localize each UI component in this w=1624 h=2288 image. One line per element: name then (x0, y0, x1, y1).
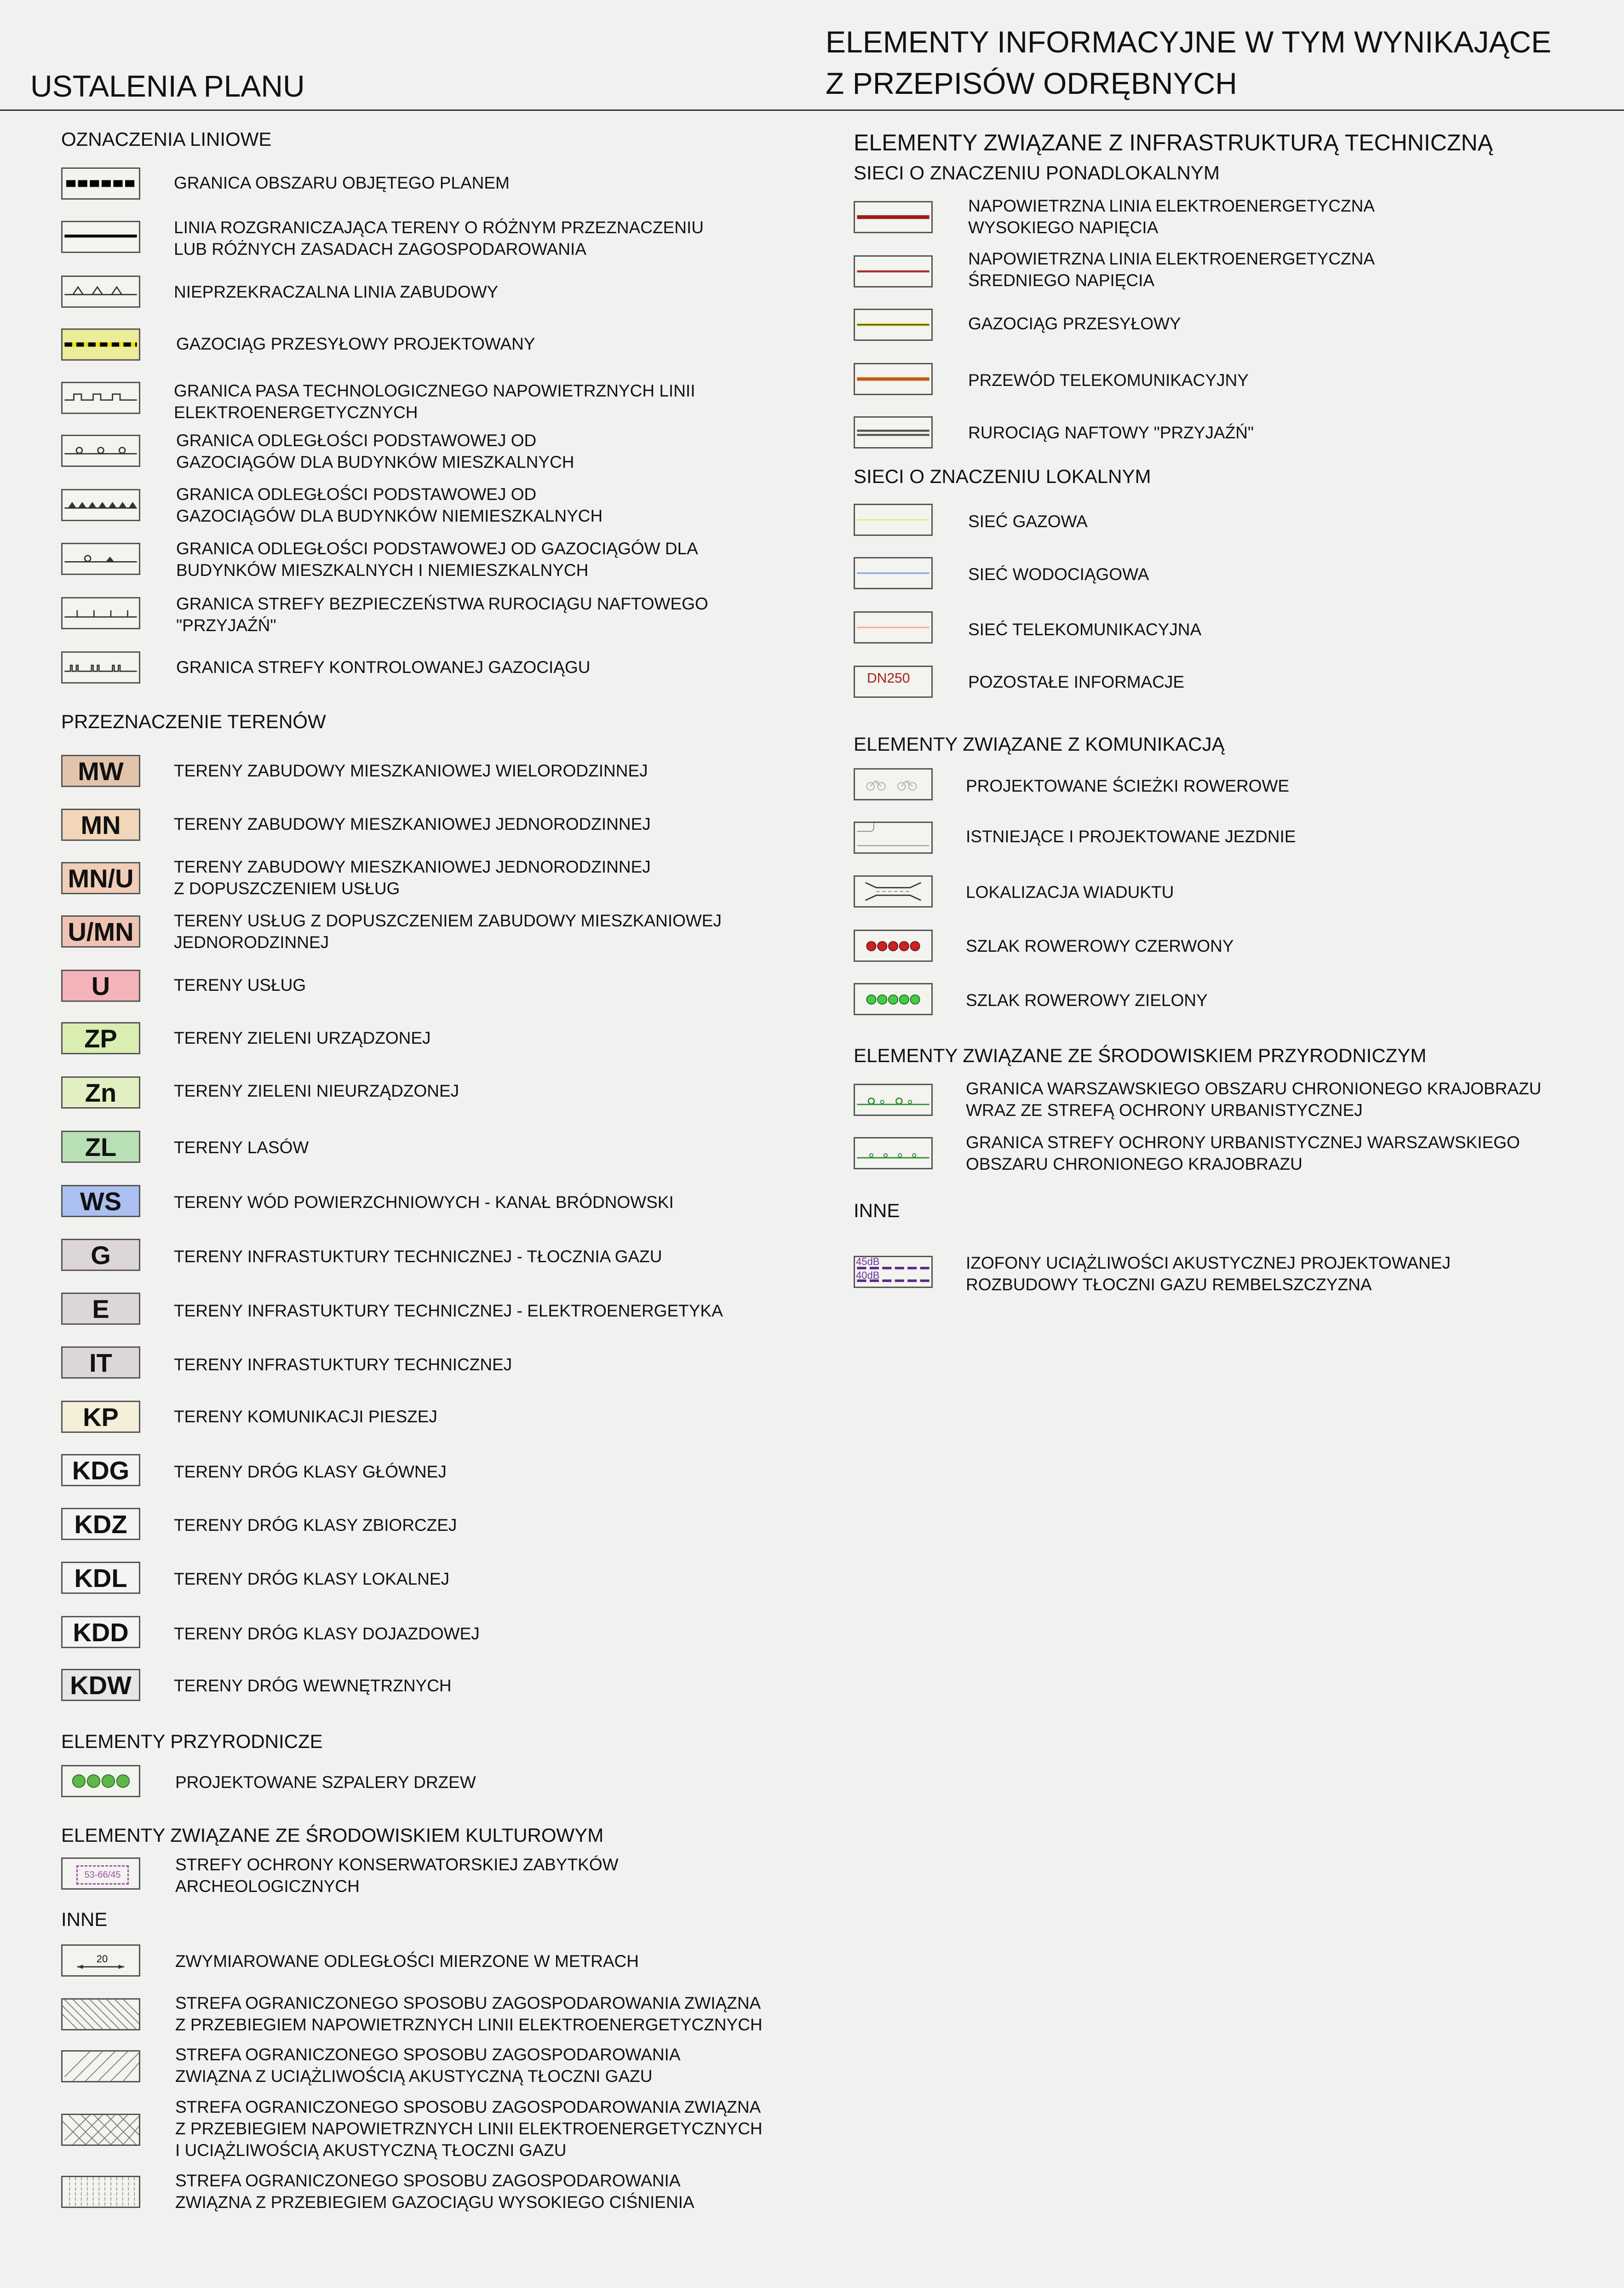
power-corridor-icon (61, 382, 140, 414)
archaeology-zone-icon (61, 1857, 140, 1890)
zone-code-kdl: KDL (61, 1562, 140, 1594)
zone-code-kdw: KDW (61, 1669, 140, 1701)
legend-text: PROJEKTOWANE ŚCIEŻKI ROWEROWE (966, 776, 1290, 795)
legend-text: GRANICA STREFY OCHRONY URBANISTYCZNEJ WARSZAWSKIEGO OBSZARU CHRONIONEGO KRAJOBRAZU (966, 1133, 1520, 1173)
legend-text: GRANICA ODLEGŁOŚCI PODSTAWOWEJ OD GAZOCIĄGÓW DLA BUDYNKÓW NIEMIESZKALNYCH (176, 485, 603, 525)
legend-text: GRANICA STREFY KONTROLOWANEJ GAZOCIĄGU (176, 658, 591, 677)
legend-text: TERENY USŁUG (174, 976, 306, 995)
telecom-network-icon (854, 611, 933, 644)
header-divider (0, 109, 1624, 111)
legend-text: TERENY ZIELENI NIEURZĄDZONEJ (174, 1081, 459, 1100)
legend-text: TERENY ZABUDOWY MIESZKANIOWEJ JEDNORODZINNEJ Z DOPUSZCZENIEM USŁUG (174, 857, 651, 898)
mv-power-line-icon (854, 255, 933, 287)
legend-text: TERENY INFRASTUKTURY TECHNICZNEJ - ELEKTROENERGETYKA (174, 1301, 723, 1320)
legend-text: NIEPRZEKRACZALNA LINIA ZABUDOWY (174, 282, 499, 301)
legend-text: SIEĆ TELEKOMUNIKACYJNA (968, 620, 1202, 639)
left-header: USTALENIA PLANU (30, 69, 305, 103)
legend-text: GRANICA STREFY BEZPIECZEŃSTWA RUROCIĄGU NAFTOWEGO "PRZYJAŹŃ" (176, 594, 708, 635)
legend-text: TERENY DRÓG KLASY ZBIORCZEJ (174, 1516, 457, 1535)
telecom-cable-icon (854, 363, 933, 395)
zone-code-ws: WS (61, 1185, 140, 1217)
hatch-noise-icon (61, 2050, 140, 2082)
legend-text: POZOSTAŁE INFORMACJE (968, 673, 1185, 691)
legend-text: GRANICA OBSZARU OBJĘTEGO PLANEM (174, 173, 510, 192)
legend-text: STREFA OGRANICZONEGO SPOSOBU ZAGOSPODAROWANIA ZWIĄZNA Z PRZEBIEGIEM NAPOWIETRZNYCH LINII ELEKTROENERGETYCZNYCH I UCIĄŻLIWOŚCIĄ AKUSTYCZNĄ TŁOCZNI GAZU (175, 2098, 763, 2160)
legend-text: TERENY KOMUNIKACJI PIESZEJ (174, 1407, 437, 1426)
legend-text: PRZEWÓD TELEKOMUNIKACYJNY (968, 371, 1249, 390)
env-section-title: ELEMENTY ZWIĄZANE ZE ŚRODOWISKIEM PRZYRODNICZYM (854, 1045, 1427, 1066)
supra-section-title: SIECI O ZNACZENIU PONADLOKALNYM (854, 162, 1220, 184)
hv-power-line-icon (854, 201, 933, 233)
zone-code-zn: Zn (61, 1076, 140, 1109)
gas-distance-nonresidential-icon (61, 489, 140, 521)
legend-text: GAZOCIĄG PRZESYŁOWY PROJEKTOWANY (176, 334, 535, 353)
protected-landscape-icon (854, 1084, 933, 1116)
legend-text: GRANICA WARSZAWSKIEGO OBSZARU CHRONIONEGO KRAJOBRAZU WRAZ ZE STREFĄ OCHRONY URBANISTYCZNEJ (966, 1079, 1542, 1120)
hatch-cross-icon (61, 2114, 140, 2146)
comm-section-title: ELEMENTY ZWIĄZANE Z KOMUNIKACJĄ (854, 733, 1225, 755)
legend-text: STREFY OCHRONY KONSERWATORSKIEJ ZABYTKÓW ARCHEOLOGICZNYCH (175, 1855, 619, 1896)
urban-protection-icon (854, 1137, 933, 1169)
legend-text: TERENY INFRASTUKTURY TECHNICZNEJ - TŁOCZNIA GAZU (174, 1247, 662, 1266)
legend-text: TERENY ZABUDOWY MIESZKANIOWEJ JEDNORODZINNEJ (174, 815, 651, 834)
local-section-title: SIECI O ZNACZENIU LOKALNYM (854, 466, 1151, 487)
other-right-section-title: INNE (854, 1200, 900, 1221)
legend-text: GAZOCIĄG PRZESYŁOWY (968, 314, 1181, 333)
bike-path-icon (854, 768, 933, 800)
zone-code-mn-u: MN/U (61, 862, 140, 894)
zone-code-e: E (61, 1293, 140, 1325)
zone-code-u: U (61, 970, 140, 1002)
viaduct-icon (854, 875, 933, 908)
zone-code-kdg: KDG (61, 1454, 140, 1486)
legend-text: NAPOWIETRZNA LINIA ELEKTROENERGETYCZNA WYSOKIEGO NAPIĘCIA (968, 196, 1375, 237)
zone-code-kp: KP (61, 1401, 140, 1433)
gas-controlled-zone-icon (61, 651, 140, 684)
legend-text: SZLAK ROWEROWY CZERWONY (966, 937, 1234, 955)
legend-text: STREFA OGRANICZONEGO SPOSOBU ZAGOSPODAROWANIA ZWIĄZNA Z PRZEBIEGIEM NAPOWIETRZNYCH LINII ELEKTROENERGETYCZNYCH (175, 1994, 763, 2034)
legend-text: TERENY ZABUDOWY MIESZKANIOWEJ WIELORODZINNEJ (174, 761, 648, 780)
legend-text: ISTNIEJĄCE I PROJEKTOWANE JEZDNIE (966, 827, 1296, 846)
legend-text: STREFA OGRANICZONEGO SPOSOBU ZAGOSPODAROWANIA ZWIĄZNA Z UCIĄŻLIWOŚCIĄ AKUSTYCZNĄ TŁOCZNI GAZU (175, 2045, 681, 2086)
legend-text: LOKALIZACJA WIADUKTU (966, 883, 1174, 902)
zone-code-u-mn: U/MN (61, 915, 140, 948)
legend-text: TERENY INFRASTUKTURY TECHNICZNEJ (174, 1355, 512, 1374)
archaeology-zone-label: 53-66/45 (76, 1865, 129, 1885)
other-info-label: DN250 (867, 671, 910, 686)
legend-text: PROJEKTOWANE SZPALERY DRZEW (175, 1773, 476, 1792)
legend-text: TERENY DRÓG KLASY DOJAZDOWEJ (174, 1624, 480, 1643)
legend-text: TERENY ZIELENI URZĄDZONEJ (174, 1029, 431, 1047)
dimension-icon (61, 1944, 140, 1977)
legend-text: ZWYMIAROWANE ODLEGŁOŚCI MIERZONE W METRACH (175, 1952, 639, 1971)
gas-transmission-icon (854, 309, 933, 341)
hatch-power-icon (61, 1998, 140, 2030)
other-left-section-title: INNE (61, 1909, 108, 1930)
legend-text: GRANICA ODLEGŁOŚCI PODSTAWOWEJ OD GAZOCIĄGÓW DLA BUDYNKÓW MIESZKALNYCH (176, 431, 574, 471)
roadway-icon (854, 822, 933, 854)
legend-text: TERENY DRÓG KLASY GŁÓWNEJ (174, 1462, 447, 1481)
legend-text: SZLAK ROWEROWY ZIELONY (966, 991, 1208, 1010)
red-bike-trail-icon (854, 930, 933, 962)
isophone-icon (854, 1256, 933, 1288)
legend-text: NAPOWIETRZNA LINIA ELEKTROENERGETYCZNA ŚREDNIEGO NAPIĘCIA (968, 249, 1375, 290)
isophone-label-45: 45dB (856, 1256, 880, 1267)
zone-code-g: G (61, 1239, 140, 1271)
other-info-icon (854, 666, 933, 698)
plan-boundary-icon (61, 167, 140, 200)
legend-text: TERENY DRÓG WEWNĘTRZNYCH (174, 1676, 452, 1695)
demarcation-line-icon (61, 221, 140, 253)
legend-text: STREFA OGRANICZONEGO SPOSOBU ZAGOSPODAROWANIA ZWIĄZNA Z PRZEBIEGIEM GAZOCIĄGU WYSOKIEGO CIŚNIENIA (175, 2171, 694, 2212)
zone-code-zl: ZL (61, 1131, 140, 1163)
legend-text: TERENY LASÓW (174, 1138, 309, 1157)
oil-pipeline-zone-icon (61, 597, 140, 629)
legend-text: SIEĆ GAZOWA (968, 512, 1088, 531)
gas-distance-residential-icon (61, 435, 140, 467)
right-header-line1: ELEMENTY INFORMACYJNE W TYM WYNIKAJĄCE (826, 25, 1552, 59)
green-bike-trail-icon (854, 983, 933, 1015)
legend-text: LINIA ROZGRANICZAJĄCA TERENY O RÓŻNYM PRZEZNACZENIU LUB RÓŻNYCH ZASADACH ZAGOSPODAROWANIA (174, 218, 704, 259)
land-use-section-title: PRZEZNACZENIE TERENÓW (61, 711, 326, 732)
legend-text: RUROCIĄG NAFTOWY "PRZYJAŹŃ" (968, 423, 1254, 442)
linear-section-title: OZNACZENIA LINIOWE (61, 128, 272, 150)
culture-section-title: ELEMENTY ZWIĄZANE ZE ŚRODOWISKIEM KULTUROWYM (61, 1824, 604, 1846)
isophone-label-40: 40dB (856, 1270, 880, 1281)
dimension-label: 20 (96, 1953, 108, 1965)
legend-text: TERENY USŁUG Z DOPUSZCZENIEM ZABUDOWY MIESZKANIOWEJ JEDNORODZINNEJ (174, 911, 722, 952)
legend-text: TERENY WÓD POWIERZCHNIOWYCH - KANAŁ BRÓDNOWSKI (174, 1193, 674, 1212)
building-line-icon (61, 276, 140, 308)
legend-text: GRANICA PASA TECHNOLOGICZNEGO NAPOWIETRZNYCH LINII ELEKTROENERGETYCZNYCH (174, 381, 695, 422)
legend-text: GRANICA ODLEGŁOŚCI PODSTAWOWEJ OD GAZOCIĄGÓW DLA BUDYNKÓW MIESZKALNYCH I NIEMIESZKALNYCH (176, 539, 698, 580)
legend-text: SIEĆ WODOCIĄGOWA (968, 565, 1149, 584)
legend-text: IZOFONY UCIĄŻLIWOŚCI AKUSTYCZNEJ PROJEKTOWANEJ ROZBUDOWY TŁOCZNI GAZU REMBELSZCZYZNA (966, 1253, 1451, 1294)
zone-code-zp: ZP (61, 1022, 140, 1054)
zone-code-it: IT (61, 1346, 140, 1379)
zone-code-kdd: KDD (61, 1616, 140, 1648)
legend-text: TERENY DRÓG KLASY LOKALNEJ (174, 1569, 450, 1588)
water-network-icon (854, 557, 933, 589)
nature-section-title: ELEMENTY PRZYRODNICZE (61, 1730, 323, 1752)
tree-rows-icon (61, 1765, 140, 1797)
infra-section-title: ELEMENTY ZWIĄZANE Z INFRASTRUKTURĄ TECHNICZNĄ (854, 130, 1493, 155)
gas-network-icon (854, 504, 933, 536)
right-header-line2: Z PRZEPISÓW ODRĘBNYCH (826, 66, 1237, 100)
zone-code-mn: MN (61, 809, 140, 841)
zone-code-kdz: KDZ (61, 1508, 140, 1540)
gas-distance-both-icon (61, 543, 140, 575)
hatch-gas-icon (61, 2176, 140, 2208)
oil-pipeline-icon (854, 416, 933, 448)
zone-code-mw: MW (61, 755, 140, 787)
gas-pipeline-planned-icon (61, 328, 140, 361)
